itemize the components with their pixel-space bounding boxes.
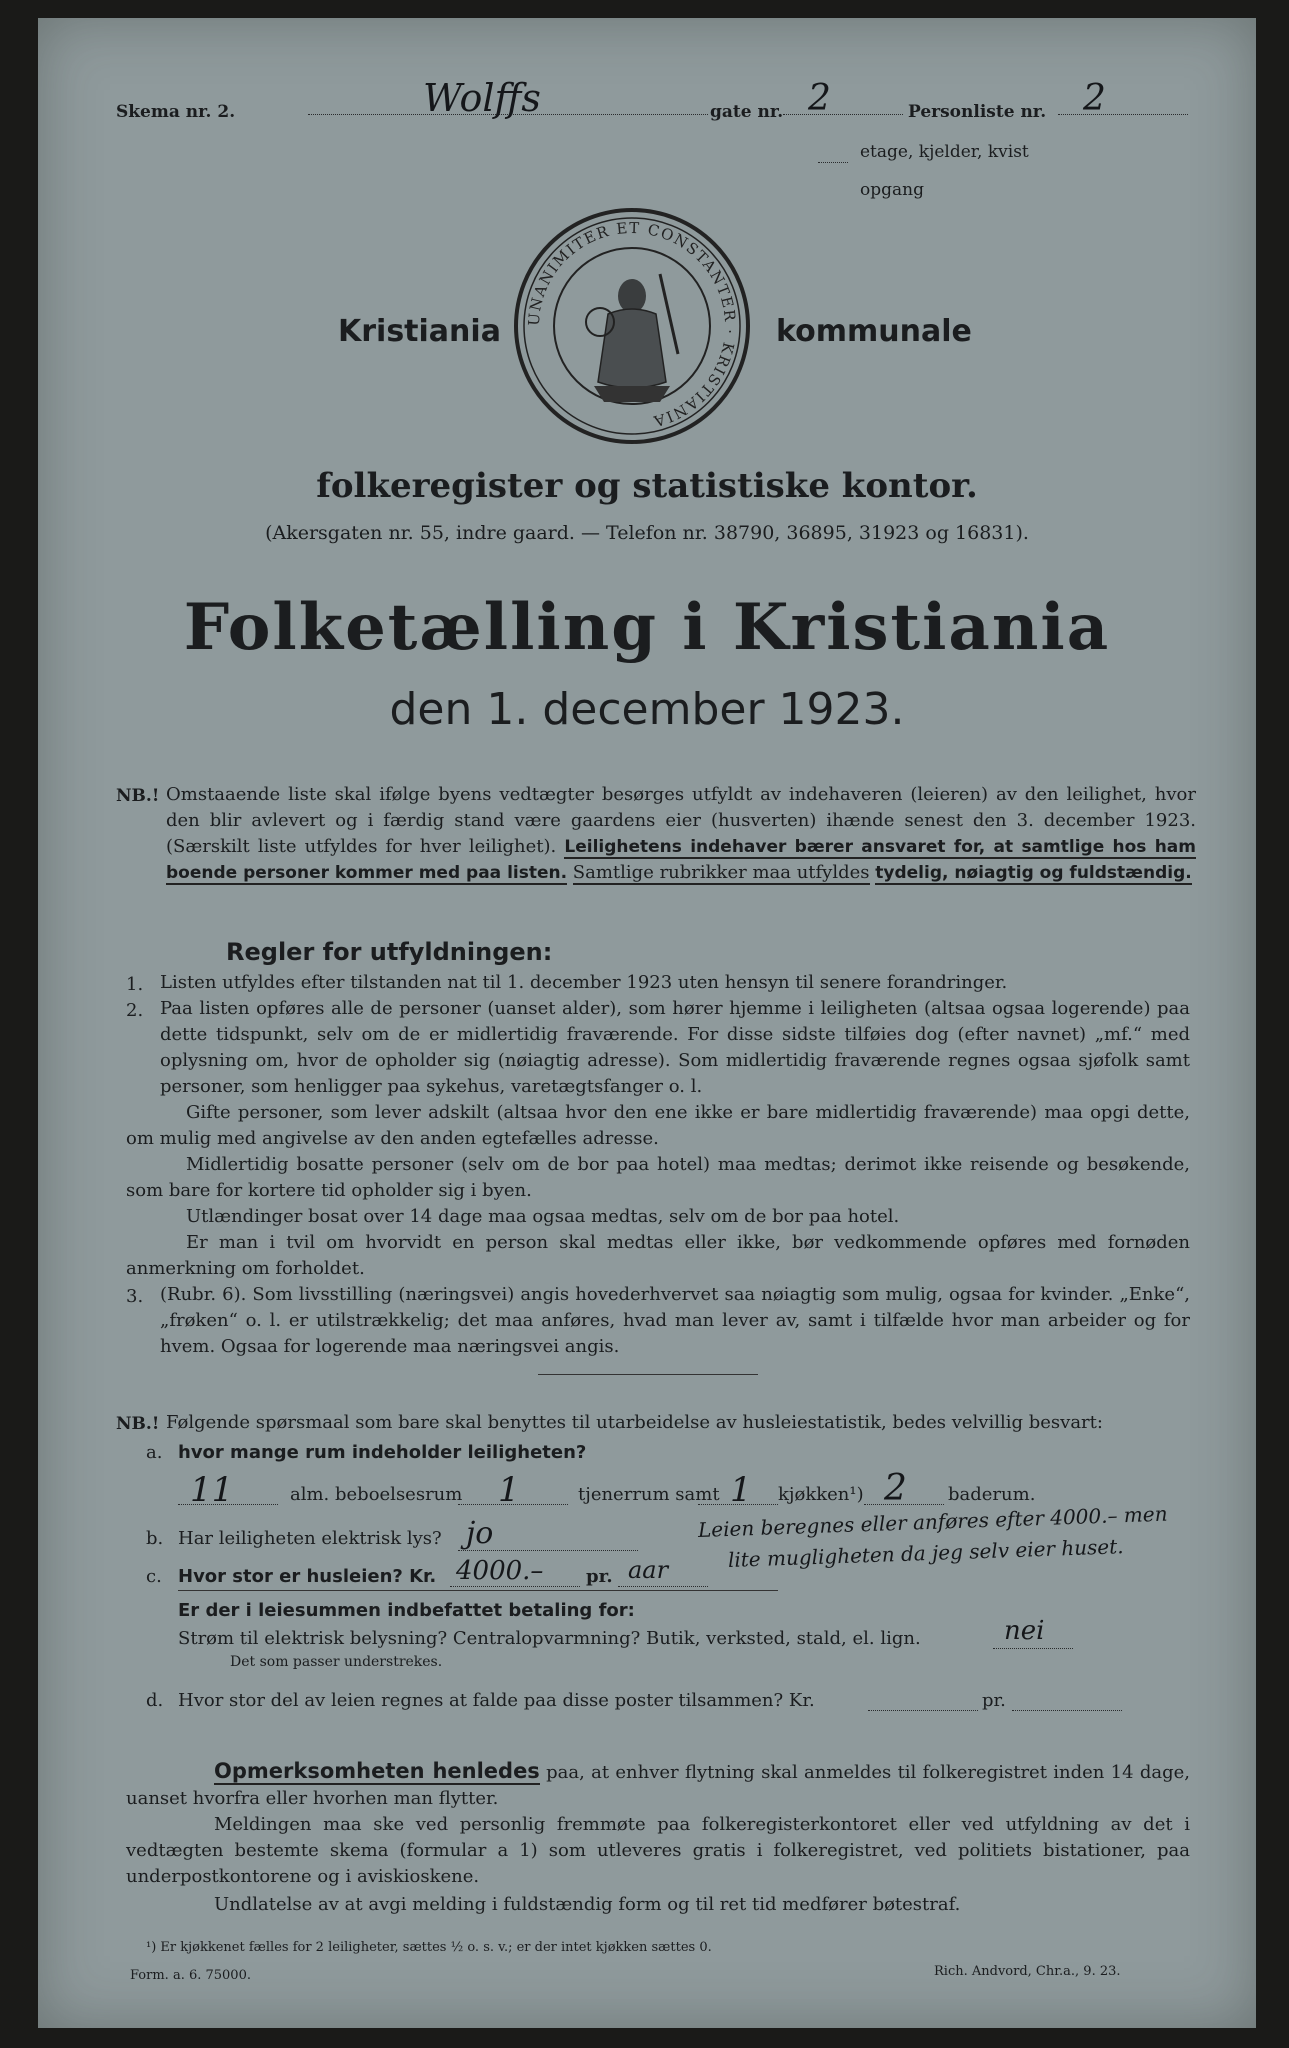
rule-utlaendinger: Utlændinger bosat over 14 dage maa ogsaa medtas, selv om de bor paa hotel. [186,1206,900,1227]
personliste-label: Personliste nr. [908,102,1047,122]
notice-bold: Opmerksomheten henledes [214,1759,540,1783]
svg-text:UNANIMITER ET CONSTANTER · KRI: UNANIMITER ET CONSTANTER · KRISTIANIA [524,218,740,431]
rule-1-num: 1. [126,974,144,995]
c-options-line [993,1648,1073,1649]
c-note-line1: Leien beregnes eller anføres efter 4000.– men [697,1501,1168,1542]
rule-1-text: Listen utfyldes efter tilstanden nat til 1. december 1923 uten hensyn til senere forandringer. [160,972,1008,993]
notice-paragraph-2: Meldingen maa ske ved personlig fremmøte paa folkeregisterkontoret eller ved utfyldning av det i vedtægten bestemte skema (formular a 1) som utleveres gratis i folkeregistret, ved politiets bistationer, paa underpostkontorene og i aviskioskene. [126,1814,1190,1887]
opgang-label: opgang [860,180,924,200]
main-title: Folketælling i Kristiania [183,590,1111,665]
nb1-bold: Leilighetens indehaver bærer ansvaret for, at samtlige hos ham boende personer kommer med paa listen. [166,837,1196,883]
nb2-label: NB.! [116,1414,160,1434]
c-pr-label: pr. [586,1566,613,1587]
nb1-text: Omstaaende liste skal ifølge byens vedtægter besørges utfyldt av indehaveren (leieren) av den leilighet, hvor den blir avlevert og i færdig stand være gaardens eier (husverten) ihænde senest den 3. december 1923. (Særskilt liste utfyldes for hver leilighet). [166,784,1196,857]
q-c-label: c. [146,1566,162,1587]
rule-tvil: Er man i tvil om hvorvidt en person skal medtas eller ikke, bør vedkommende opføres med fornøden anmerkning om forholdet. [126,1232,1190,1279]
floor-line [818,162,848,163]
bath-value: 2 [884,1468,907,1509]
servant-label: tjenerrum samt [578,1484,720,1505]
d-amount-line [868,1710,978,1711]
c-period: aar [628,1556,669,1584]
section-divider [538,1374,758,1375]
q-d-label: d. [146,1690,164,1711]
office-address: (Akersgaten nr. 55, indre gaard. — Telefon nr. 38790, 36895, 31923 og 16831). [265,522,1029,544]
gate-label: gate nr. [710,102,784,122]
notice-paragraph-3: Undlatelse av at avgi melding i fuldstændig form og til ret tid medfører bøtestraf. [214,1894,961,1915]
notice-paragraph-1 [126,1758,1190,1812]
kitchen-label: kjøkken¹) [778,1484,864,1505]
q-c-question: Hvor stor er husleien? Kr. [178,1566,437,1587]
rooms-value: 11 [190,1470,234,1510]
q-a-label: a. [146,1442,163,1463]
street-handwritten: Wolffs [423,76,541,120]
seal-right-word: kommunale [776,314,972,349]
nb1-label: NB.! [116,786,160,806]
personliste-number: 2 [1083,78,1106,119]
footer-printer: Rich. Andvord, Chr.a., 9. 23. [934,1964,1121,1979]
c-hint: Det som passer understrekes. [230,1654,443,1670]
b-answer: jo [466,1516,494,1551]
nb1-text2: Samtlige rubrikker maa utfyldes [572,862,870,883]
census-form-page [38,18,1256,2028]
nb1-paragraph [166,782,1196,886]
kitchen-value: 1 [730,1470,752,1510]
rule-2-text: Paa listen opføres alle de personer (uanset alder), som hører hjemme i leiligheten (altsaa ogsaa logerende) paa dette tidspunkt, selv om de er midlertidig fraværende. For disse sidste tilføies dog (efter navnet) „mf.“ med oplysning om, hvor de opholder sig (nøiagtig adresse). Som midlertidig fraværende regnes ogsaa sjøfolk samt personer, som henligger paa sykehus, varetægtsfanger o. l. [160,998,1190,1097]
footnote: ¹) Er kjøkkenet fælles for 2 leiligheter, sættes ½ o. s. v.; er der intet kjøkken sættes 0. [146,1940,712,1955]
floor-options: etage, kjelder, kvist [860,142,1029,162]
c-options-answer: nei [1004,1616,1045,1646]
rule-3-text: (Rubr. 6). Som livsstilling (næringsvei) angis hovederhvervet saa nøiagtig som mulig, ogsaa for kvinder. „Enke“, „frøken“ o. l. er utilstrækkelig; det maa anføres, hvad man lever av, samt i tilfælde hvor man arbeider og for hvem. Ogsaa for logerende maa næringsvei angis. [160,1284,1190,1357]
seal-left-word: Kristiania [338,314,501,349]
skema-number: Skema nr. 2. [116,102,236,122]
c-amount: 4000.– [456,1556,544,1586]
bath-label: baderum. [948,1484,1036,1505]
q-d-question: Hvor stor del av leien regnes at falde paa disse poster tilsammen? Kr. [178,1690,815,1711]
rooms-label: alm. beboelsesrum [290,1484,463,1505]
c-amount-line [450,1586,580,1587]
d-pr-label: pr. [982,1690,1006,1711]
q-a-question: hvor mange rum indeholder leiligheten? [178,1442,587,1463]
rule-midlertidig: Midlertidig bosatte personer (selv om de bor paa hotel) maa medtas; derimot ikke reisende og besøkende, som bare for kortere tid opholder sig i byen. [126,1154,1190,1201]
rules-heading: Regler for utfyldningen: [226,938,553,966]
c-period-line [618,1586,708,1587]
sub-title: den 1. december 1923. [389,684,905,735]
c-note-line2: lite mugligheten da jeg selv eier huset. [727,1534,1124,1572]
q-b-label: b. [146,1528,164,1549]
rule-gifte: Gifte personer, som lever adskilt (altsaa hvor den ene ikke er bare midlertidig fraværende) maa opgi dette, om mulig med angivelse av den anden egtefælles adresse. [126,1102,1190,1149]
gate-line [783,114,903,115]
gate-number: 2 [808,78,831,119]
city-seal-icon [510,204,754,448]
office-title: folkeregister og statistiske kontor. [316,466,978,506]
nb2-intro: Følgende spørsmaal som bare skal benyttes til utarbeidelse av husleiestatistik, bedes velvillig besvart: [166,1412,1103,1433]
rule-2-num: 2. [126,1000,144,1021]
servant-value: 1 [498,1470,520,1510]
rule-3-num: 3. [126,1286,144,1307]
c-underline [178,1590,778,1591]
d-period-line [1012,1710,1122,1711]
c-sub-question: Er der i leiesummen indbefattet betaling for: [178,1600,635,1621]
notice-text-1: paa, at enhver flytning skal anmeldes til folkeregistret inden 14 dage, uanset hvorfra eller hvorhen man flytter. [126,1762,1190,1809]
c-options: Strøm til elektrisk belysning? Centralopvarmning? Butik, verksted, stald, el. lign. [178,1628,921,1649]
nb1-bold2: tydelig, nøiagtig og fuldstændig. [875,863,1192,883]
footer-form-number: Form. a. 6. 75000. [130,1968,251,1983]
personliste-line [1058,114,1188,115]
q-b-question: Har leiligheten elektrisk lys? [178,1528,442,1549]
